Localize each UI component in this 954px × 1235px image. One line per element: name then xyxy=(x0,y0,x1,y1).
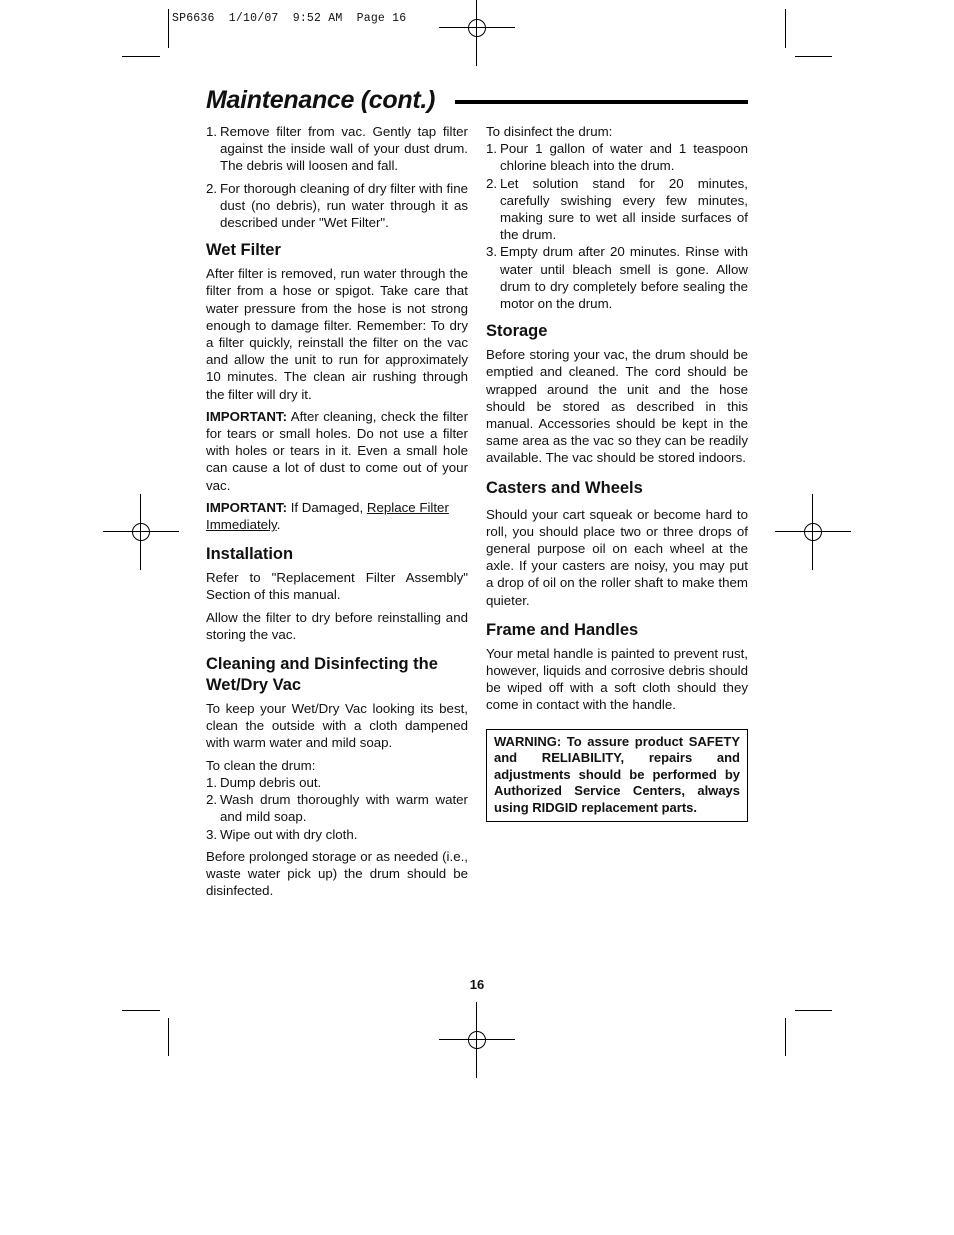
crop-mark xyxy=(785,1018,786,1056)
crop-mark xyxy=(122,1010,160,1011)
cleaning-paragraph: To keep your Wet/Dry Vac looking its best, clean the outside with a cloth dampened with warm water and mild soap. xyxy=(206,701,468,751)
page-number: 16 xyxy=(469,977,485,992)
disinfect-intro: To disinfect the drum: xyxy=(486,124,613,139)
wet-filter-heading: Wet Filter xyxy=(206,241,281,260)
disinfect-steps xyxy=(486,140,748,312)
registration-mark-bottom xyxy=(439,1002,515,1078)
printer-slug: SP6636 1/10/07 9:52 AM Page 16 xyxy=(172,12,407,25)
crop-mark xyxy=(795,1010,832,1011)
installation-paragraph: Allow the filter to dry before reinstalling and storing the vac. xyxy=(206,609,468,642)
drum-intro: To clean the drum: xyxy=(206,757,316,773)
installation-paragraph: Refer to "Replacement Filter Assembly" Section of this manual. xyxy=(206,570,468,603)
storage-heading: Storage xyxy=(486,322,548,341)
title-rule xyxy=(455,100,748,104)
list-item: 1. Remove filter from vac. Gently tap filter against the inside wall of your dust drum. The debris will loosen and fall. xyxy=(206,124,468,174)
important-note: IMPORTANT: After cleaning, check the filter for tears or small holes. Do not use a filter with holes or tears in it. Even a small hole can cause a lot of dust to come out of your vac. xyxy=(206,408,468,493)
right-column xyxy=(486,123,748,822)
list-item: 2. For thorough cleaning of dry filter with fine dust (no debris), run water through it as described under "Wet Filter". xyxy=(206,180,468,231)
frame-paragraph: Your metal handle is painted to prevent rust, however, liquids and corrosive debris should be wiped off with a soft cloth should they come in contact with the handle. xyxy=(486,645,748,713)
registration-mark-top xyxy=(439,0,515,66)
crop-mark xyxy=(168,1018,169,1056)
registration-mark-left xyxy=(103,494,179,570)
storage-paragraph: Before storing your vac, the drum should be emptied and cleaned. The cord should be wrapped around the unit and the hose should be stored as described in this manual. Accessories should be kept in the same area as the vac so they can be readily available. The vac should be stored indoors. xyxy=(486,347,748,466)
list-item: 3. Empty drum after 20 minutes. Rinse with water until bleach smell is gone. Allow drum to dry completely before sealing the motor on the drum. xyxy=(486,244,748,312)
list-item: 2. Wash drum thoroughly with warm water and mild soap. xyxy=(206,792,468,825)
replace-filter-text: Replace Filter Immediately xyxy=(206,499,449,533)
warning-box: WARNING: To assure product SAFETY and RELIABILITY, repairs and adjustments should be performed by Authorized Service Centers, always using RIDGID replacement parts. xyxy=(486,729,748,823)
registration-mark-right xyxy=(775,494,851,570)
filter-cleaning-steps xyxy=(206,123,468,231)
installation-heading: Installation xyxy=(206,545,294,564)
casters-heading: Casters and Wheels xyxy=(486,478,643,497)
frame-heading: Frame and Handles xyxy=(486,620,639,639)
cleaning-heading: Cleaning and Disinfecting the Wet/Dry Vac xyxy=(206,655,438,695)
list-item: 3. Wipe out with dry cloth. xyxy=(206,826,358,842)
left-column xyxy=(206,123,468,904)
casters-paragraph: Should your cart squeak or become hard to roll, you should place two or three drops of general purpose oil on each wheel at the axle. If your casters are noisy, you may put a drop of oil on the roller shaft to make them quieter. xyxy=(486,506,748,608)
crop-mark xyxy=(795,56,832,57)
list-item: 1. Pour 1 gallon of water and 1 teaspoon chlorine bleach into the drum. xyxy=(486,141,748,174)
list-item: 2. Let solution stand for 20 minutes, carefully swishing every few minutes, making sure to wet all inside surfaces of the drum. xyxy=(486,175,748,243)
list-item: 1. Dump debris out. xyxy=(206,774,322,790)
wet-filter-paragraph: After filter is removed, run water through the filter from a hose or spigot. Take care that water pressure from the hose is not strong enough to damage filter. Remember: To dry a filter quickly, reinstall the filter on the vac and allow the unit to run for approximately 10 minutes. The clean air rushing through the filter will dry it. xyxy=(206,266,468,402)
crop-mark xyxy=(168,9,169,48)
crop-mark xyxy=(785,9,786,48)
crop-mark xyxy=(122,56,160,57)
cleaning-paragraph: Before prolonged storage or as needed (i.e., waste water pick up) the drum should be disinfected. xyxy=(206,848,468,899)
important-note: IMPORTANT: If Damaged, Replace Filter Immediately. xyxy=(206,499,449,533)
drum-cleaning-steps xyxy=(206,774,468,843)
page-title: Maintenance (cont.) xyxy=(206,86,436,114)
